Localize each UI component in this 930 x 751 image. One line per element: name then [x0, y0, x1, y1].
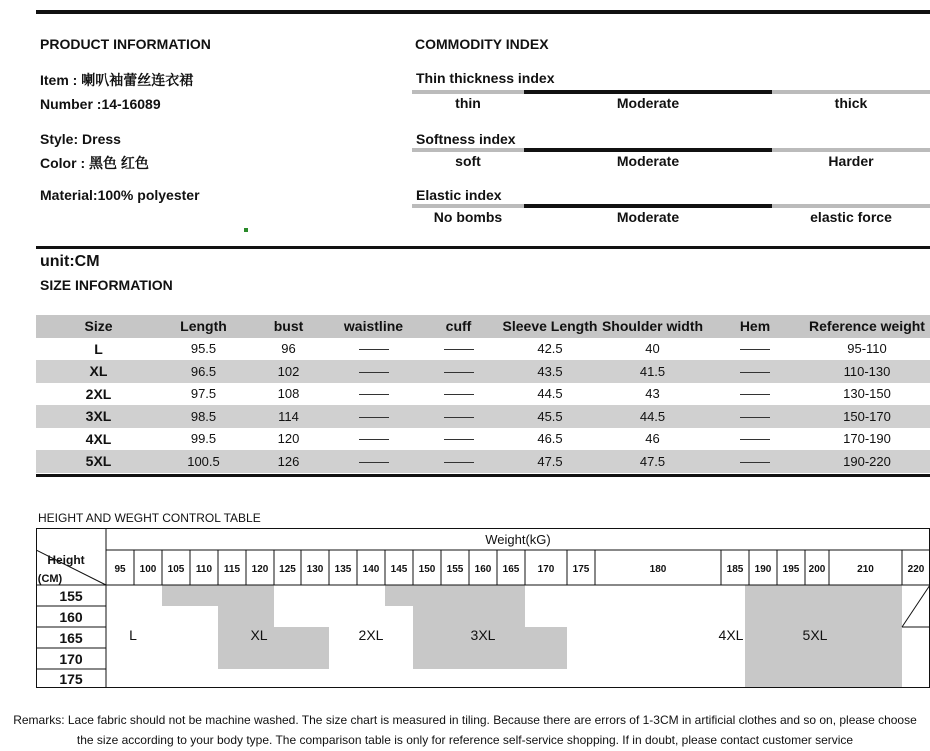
size-zone	[218, 606, 274, 627]
size-zone-label: 3XL	[470, 627, 496, 643]
size-zone	[745, 606, 902, 688]
size-table-header	[36, 315, 930, 338]
weight-tick: 115	[223, 564, 241, 575]
elastic-label-mid: Moderate	[616, 209, 680, 225]
weight-tick: 200	[808, 564, 826, 575]
table-cell	[331, 338, 416, 361]
table-cell: 40	[645, 341, 660, 357]
table-cell: 47.5	[599, 450, 706, 473]
size-cell: XL	[36, 360, 161, 383]
product-material: Material:100% polyester	[40, 187, 200, 203]
height-label: 160	[59, 609, 83, 625]
col-header: bust	[246, 315, 331, 338]
thickness-index-scale	[412, 90, 930, 116]
col-header: cuff	[416, 315, 501, 338]
table-cell: 43	[645, 386, 660, 402]
elastic-label-low: No bombs	[433, 209, 503, 225]
softness-label-high: Harder	[828, 153, 874, 169]
weight-tick: 135	[334, 564, 352, 575]
table-cell: 99.5	[190, 431, 217, 447]
size-zone-label: XL	[250, 627, 268, 643]
size-zone	[218, 627, 329, 669]
weight-tick: 100	[139, 564, 157, 575]
table-cell: 130-150	[843, 386, 891, 402]
col-header: Shoulder width	[599, 315, 706, 338]
softness-label-mid: Moderate	[616, 153, 680, 169]
dash-mark	[740, 349, 770, 350]
table-cell: 95.5	[190, 341, 217, 357]
product-style: Style: Dress	[40, 131, 121, 147]
table-cell	[416, 450, 501, 473]
size-table-body	[36, 338, 930, 473]
col-header: Size	[36, 315, 161, 338]
table-cell: 96	[281, 341, 296, 357]
remarks-line-1: Remarks: Lace fabric should not be machine washed. The size chart is measured in tiling. Because there are errors of 1-3CM in artificial clothes and so on, please choose	[13, 713, 917, 727]
size-cell: 3XL	[36, 405, 161, 428]
weight-tick: 125	[279, 564, 296, 575]
table-cell: 46.5	[537, 431, 563, 447]
dash-mark	[740, 417, 770, 418]
elastic-label-high: elastic force	[810, 209, 892, 225]
weight-header: Weight(kG)	[485, 532, 551, 547]
height-label: 175	[59, 671, 83, 687]
weight-tick: 165	[502, 564, 520, 575]
table-cell	[331, 360, 416, 383]
table-cell: 170-190	[843, 431, 891, 447]
dash-mark	[359, 462, 389, 463]
height-weight-grid	[36, 528, 930, 688]
weight-tick: 150	[418, 564, 436, 575]
commodity-index-heading: COMMODITY INDEX	[415, 36, 549, 52]
thickness-label-low: thin	[455, 95, 481, 111]
weight-tick: 140	[362, 564, 380, 575]
table-cell: 110-130	[804, 360, 930, 383]
table-cell: 41.5	[599, 360, 706, 383]
elastic-index-title: Elastic index	[416, 187, 502, 203]
size-zone	[413, 606, 525, 627]
dash-mark	[444, 394, 474, 395]
size-table-bottom-rule	[36, 474, 930, 477]
size-table	[36, 315, 930, 473]
table-cell	[331, 405, 416, 428]
softness-index-title: Softness index	[416, 131, 516, 147]
table-cell: 98.5	[161, 405, 246, 428]
weight-tick: 105	[167, 564, 185, 575]
size-zone	[745, 585, 902, 606]
col-header: waistline	[331, 315, 416, 338]
weight-tick: 95	[114, 564, 126, 575]
table-cell	[706, 360, 804, 383]
table-cell	[416, 383, 501, 406]
size-zone	[385, 585, 525, 606]
weight-tick: 195	[782, 564, 800, 575]
size-cell: 4XL	[85, 430, 112, 447]
product-item: Item : 喇叭袖蕾丝连衣裙	[40, 72, 194, 88]
table-cell: 120	[277, 431, 300, 447]
table-cell: 42.5	[537, 341, 563, 357]
dash-mark	[740, 372, 770, 373]
col-header: Length	[161, 315, 246, 338]
weight-tick: 175	[572, 564, 590, 575]
product-info-heading: PRODUCT INFORMATION	[40, 36, 211, 52]
table-cell	[706, 405, 804, 428]
hw-diagonal	[902, 585, 930, 627]
softness-index-scale	[412, 148, 930, 174]
table-cell: 100.5	[161, 450, 246, 473]
table-row	[36, 450, 930, 473]
size-zone	[162, 585, 274, 606]
weight-tick: 145	[390, 564, 408, 575]
thickness-label-mid: Moderate	[616, 95, 680, 111]
weight-tick: 170	[537, 564, 555, 575]
height-corner-unit: (CM)	[37, 573, 63, 585]
table-cell: 97.5	[190, 386, 217, 402]
weight-tick: 220	[907, 564, 925, 575]
height-label: 165	[59, 630, 83, 646]
softness-label-low: soft	[455, 153, 481, 169]
table-cell: 102	[246, 360, 331, 383]
table-cell	[706, 338, 804, 361]
size-cell: 2XL	[85, 385, 112, 402]
dash-mark	[444, 372, 474, 373]
dash-mark	[359, 372, 389, 373]
col-header: Sleeve Length	[501, 315, 599, 338]
table-cell: 126	[246, 450, 331, 473]
weight-tick: 190	[754, 564, 772, 575]
dash-mark	[740, 394, 770, 395]
section-rule	[36, 246, 930, 249]
height-label: 155	[59, 588, 83, 604]
size-zone-label: 5XL	[802, 627, 828, 643]
table-cell	[416, 428, 501, 451]
weight-tick: 155	[446, 564, 464, 575]
size-cell: L	[94, 340, 103, 357]
table-cell: 114	[246, 405, 331, 428]
table-cell: 43.5	[501, 360, 599, 383]
green-mark	[244, 228, 248, 232]
table-row	[36, 428, 930, 451]
size-zone-label: 2XL	[358, 627, 384, 643]
dash-mark	[359, 417, 389, 418]
height-label: 170	[59, 651, 83, 667]
remarks-line-2: the size according to your body type. The comparison table is only for reference self-service shopping. If in doubt, please contact customer service	[76, 733, 854, 747]
table-cell: 96.5	[161, 360, 246, 383]
table-row	[36, 383, 930, 406]
dash-mark	[444, 462, 474, 463]
weight-tick: 120	[251, 564, 269, 575]
table-cell: 45.5	[501, 405, 599, 428]
hw-title: HEIGHT AND WEGHT CONTROL TABLE	[38, 511, 261, 525]
size-zone-label: 4XL	[718, 627, 744, 643]
table-cell	[416, 360, 501, 383]
table-cell: 44.5	[537, 386, 563, 402]
thickness-label-high: thick	[834, 95, 868, 111]
dash-mark	[740, 439, 770, 440]
elastic-index-scale	[412, 204, 930, 230]
table-cell	[331, 428, 416, 451]
col-header: Hem	[706, 315, 804, 338]
table-row	[36, 338, 930, 361]
table-cell	[416, 338, 501, 361]
table-cell	[706, 428, 804, 451]
height-corner-label: Height	[47, 553, 85, 567]
dash-mark	[444, 417, 474, 418]
table-cell: 47.5	[501, 450, 599, 473]
table-cell: 44.5	[599, 405, 706, 428]
dash-mark	[359, 394, 389, 395]
dash-mark	[359, 349, 389, 350]
table-cell: 190-220	[804, 450, 930, 473]
table-cell	[331, 450, 416, 473]
size-cell: 5XL	[36, 450, 161, 473]
thickness-index-title: Thin thickness index	[416, 70, 555, 86]
table-row	[36, 360, 930, 383]
top-rule	[36, 10, 930, 14]
size-info-title: SIZE INFORMATION	[40, 277, 173, 293]
table-cell: 150-170	[804, 405, 930, 428]
weight-tick: 180	[649, 564, 667, 575]
dash-mark	[359, 439, 389, 440]
table-cell	[331, 383, 416, 406]
weight-tick: 130	[306, 564, 324, 575]
col-header: Reference weight	[804, 315, 930, 338]
weight-tick: 160	[474, 564, 492, 575]
dash-mark	[444, 349, 474, 350]
product-number: Number :14-16089	[40, 96, 161, 112]
weight-tick: 210	[857, 564, 874, 575]
weight-tick: 185	[726, 564, 744, 575]
table-cell	[706, 450, 804, 473]
table-row	[36, 405, 930, 428]
table-cell: 95-110	[847, 341, 887, 357]
table-cell: 46	[645, 431, 660, 447]
unit-label: unit:CM	[40, 253, 100, 270]
height-weight-table	[36, 528, 930, 688]
dash-mark	[740, 462, 770, 463]
table-cell: 108	[277, 386, 300, 402]
table-cell	[706, 383, 804, 406]
weight-tick: 110	[195, 564, 213, 575]
table-cell	[416, 405, 501, 428]
product-color: Color : 黑色 红色	[40, 155, 149, 171]
size-zone-label: L	[129, 627, 137, 643]
dash-mark	[444, 439, 474, 440]
